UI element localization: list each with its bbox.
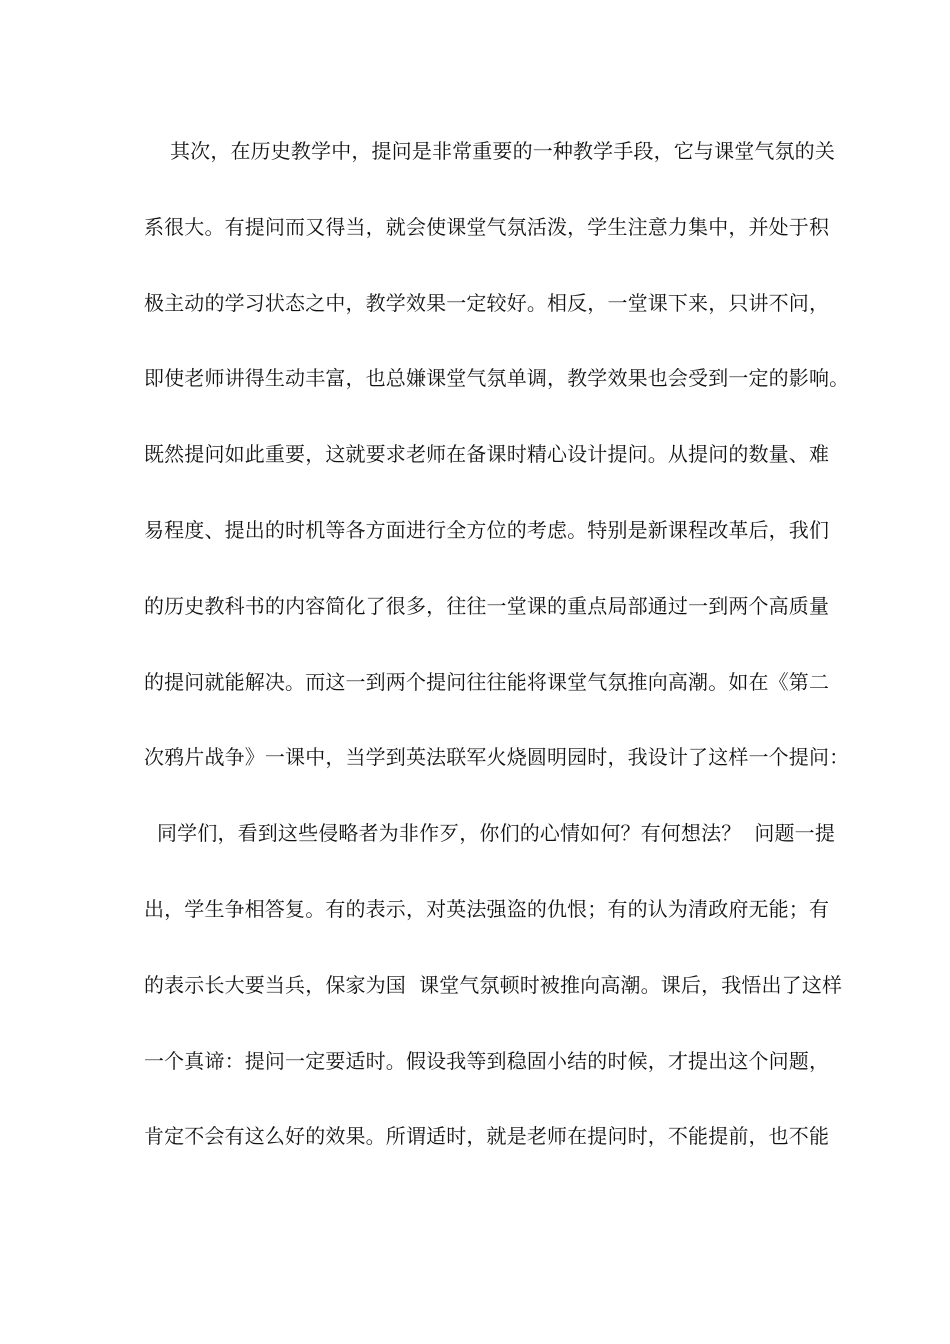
text-line: 出，学生争相答复。有的表示，对英法强盗的仇恨；有的认为清政府无能；有 — [144, 896, 830, 921]
text-line: 的提问就能解决。而这一到两个提问往往能将课堂气氛推向高潮。如在《第二 — [144, 669, 830, 694]
text-line: 同学们，看到这些侵略者为非作歹，你们的心情如何？有何想法？ 问题一提 — [144, 821, 835, 846]
text-line: 一个真谛：提问一定要适时。假设我等到稳固小结的时候，才提出这个问题， — [144, 1048, 830, 1073]
text-line: 易程度、提出的时机等各方面进行全方位的考虑。特别是新课程改革后，我们 — [144, 517, 830, 542]
text-line: 肯定不会有这么好的效果。所谓适时，就是老师在提问时，不能提前，也不能 — [144, 1124, 830, 1149]
text-line: 既然提问如此重要，这就要求老师在备课时精心设计提问。从提问的数量、难 — [144, 442, 830, 467]
text-line: 次鸦片战争》一课中，当学到英法联军火烧圆明园时，我设计了这样一个提问： — [144, 745, 850, 770]
text-line: 的历史教科书的内容简化了很多，往往一堂课的重点局部通过一到两个高质量 — [144, 593, 830, 618]
text-line: 其次，在历史教学中，提问是非常重要的一种教学手段，它与课堂气氛的关 — [144, 139, 835, 163]
text-line: 系很大。有提问而又得当，就会使课堂气氛活泼，学生注意力集中，并处于积 — [144, 214, 830, 239]
text-line: 即使老师讲得生动丰富，也总嫌课堂气氛单调，教学效果也会受到一定的影响。 — [144, 366, 850, 391]
text-line: 的表示长大要当兵，保家为国 课堂气氛顿时被推向高潮。课后，我悟出了这样 — [144, 972, 843, 997]
body-paragraph — [144, 131, 850, 1192]
text-line: 极主动的学习状态之中，教学效果一定较好。相反，一堂课下来，只讲不问， — [144, 290, 830, 315]
